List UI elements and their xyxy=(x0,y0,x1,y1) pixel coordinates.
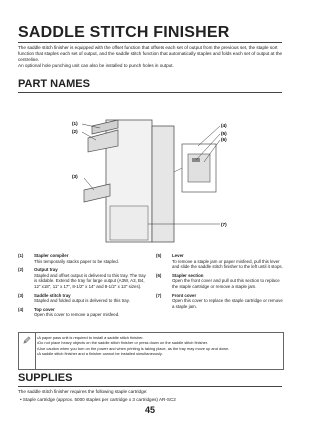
part-title: Stapler compiler xyxy=(34,253,69,258)
part-item xyxy=(156,273,284,290)
finisher-side-panel xyxy=(152,126,174,242)
finisher-illustration xyxy=(70,112,230,250)
part-description: Open this cover to replace the staple cartridge or remove a staple jam. xyxy=(172,298,283,309)
intro-text xyxy=(18,45,284,69)
supplies-intro: The saddle stitch finisher requires the following staple cartridge: xyxy=(18,389,148,394)
supplies-item-name: • Staple cartridge (approx. 5000 staples per cartridge x 3 cartridges) AR-SC2 xyxy=(20,397,176,402)
part-description: Stapled and folded output is delivered to this tray. xyxy=(34,298,130,304)
part-number: (2) xyxy=(18,267,24,273)
callout-6: (6) xyxy=(221,137,227,142)
callout-3: (3) xyxy=(72,174,78,179)
note-list xyxy=(37,335,280,357)
part-title: Saddle stitch tray xyxy=(34,292,71,298)
supplies-item xyxy=(20,397,176,403)
note-item: • Do not place heavy objects on the saddle stitch finisher or press down on the saddle stitch finisher. xyxy=(37,340,280,345)
part-description: This temporarily stacks paper to be stapled. xyxy=(34,258,119,264)
callout-1: (1) xyxy=(72,121,78,126)
pencil-note-icon xyxy=(23,336,31,344)
part-number: (7) xyxy=(156,292,162,298)
part-number: (6) xyxy=(156,272,162,278)
part-title: Output tray xyxy=(34,267,58,273)
part-title: Top cover xyxy=(34,306,55,312)
callout-7: (7) xyxy=(221,222,227,227)
leader-3 xyxy=(84,178,94,190)
part-item xyxy=(156,253,284,270)
part-number: (5) xyxy=(156,253,162,258)
part-item xyxy=(156,293,284,310)
front-cover-shape xyxy=(110,206,148,240)
callout-2: (2) xyxy=(72,129,78,134)
part-title: Front cover xyxy=(172,292,197,298)
part-description: To remove a staple jam or paper misfeed, pull this lever and slide the saddle stitch finisher to the left until it stops. xyxy=(172,258,283,270)
part-description: Open this cover to remove a paper misfeed. xyxy=(34,312,120,318)
part-item xyxy=(18,307,146,318)
note-item: • A paper pass unit is required to install a saddle stitch finisher. xyxy=(37,335,280,340)
page-title: SADDLE STITCH FINISHER xyxy=(18,24,230,41)
part-description: Open the front cover and pull out this section to replace the staple cartridge or remove a staple jam. xyxy=(172,278,280,289)
note-separator xyxy=(35,333,36,369)
part-item xyxy=(18,293,146,304)
leader-4 xyxy=(198,126,220,146)
part-names-heading: PART NAMES xyxy=(18,78,90,90)
part-names-rule xyxy=(18,92,282,93)
part-description: Stapled and offset output is delivered to this tray. The tray is slidable. Extend the tray for large output (A3W, A3, B4, 12" x18", 11" x 17", 8-1/2" x 14" and 8-1/2" x 13" sizes). xyxy=(34,272,146,289)
callout-4: (4) xyxy=(221,123,227,128)
parts-left-column xyxy=(18,253,146,321)
part-number: (3) xyxy=(18,292,24,298)
note-item: • Use caution when you turn on the power and when printing is taking place, as the tray may move up and down. xyxy=(37,346,280,351)
supplies-heading: SUPPLIES xyxy=(18,372,73,384)
inset-connector xyxy=(174,168,182,172)
part-number: (4) xyxy=(18,306,24,312)
intro-paragraph-1: The saddle stitch finisher is equipped with the offset function that offsets each set of output from the previous set, the staple sort function that staples each set of output, and the saddle stitch function that automatically staples and folds each set of output at the centreline. xyxy=(18,45,283,63)
page-number: 45 xyxy=(144,405,155,415)
supplies-rule xyxy=(18,386,282,387)
part-number: (1) xyxy=(18,253,24,258)
title-rule xyxy=(18,42,282,43)
part-item xyxy=(18,253,146,264)
part-title: Lever xyxy=(172,253,184,258)
part-item xyxy=(18,267,146,289)
callout-5: (5) xyxy=(221,131,227,136)
note-item: • A saddle stitch finisher and a finisher cannot be installed simultaneously. xyxy=(37,351,280,356)
part-title: Stapler section xyxy=(172,272,204,278)
parts-right-column xyxy=(156,253,284,312)
caution-note xyxy=(18,332,284,370)
intro-paragraph-2: An optional hole punching unit can also be installed to punch holes in output. xyxy=(18,63,174,69)
